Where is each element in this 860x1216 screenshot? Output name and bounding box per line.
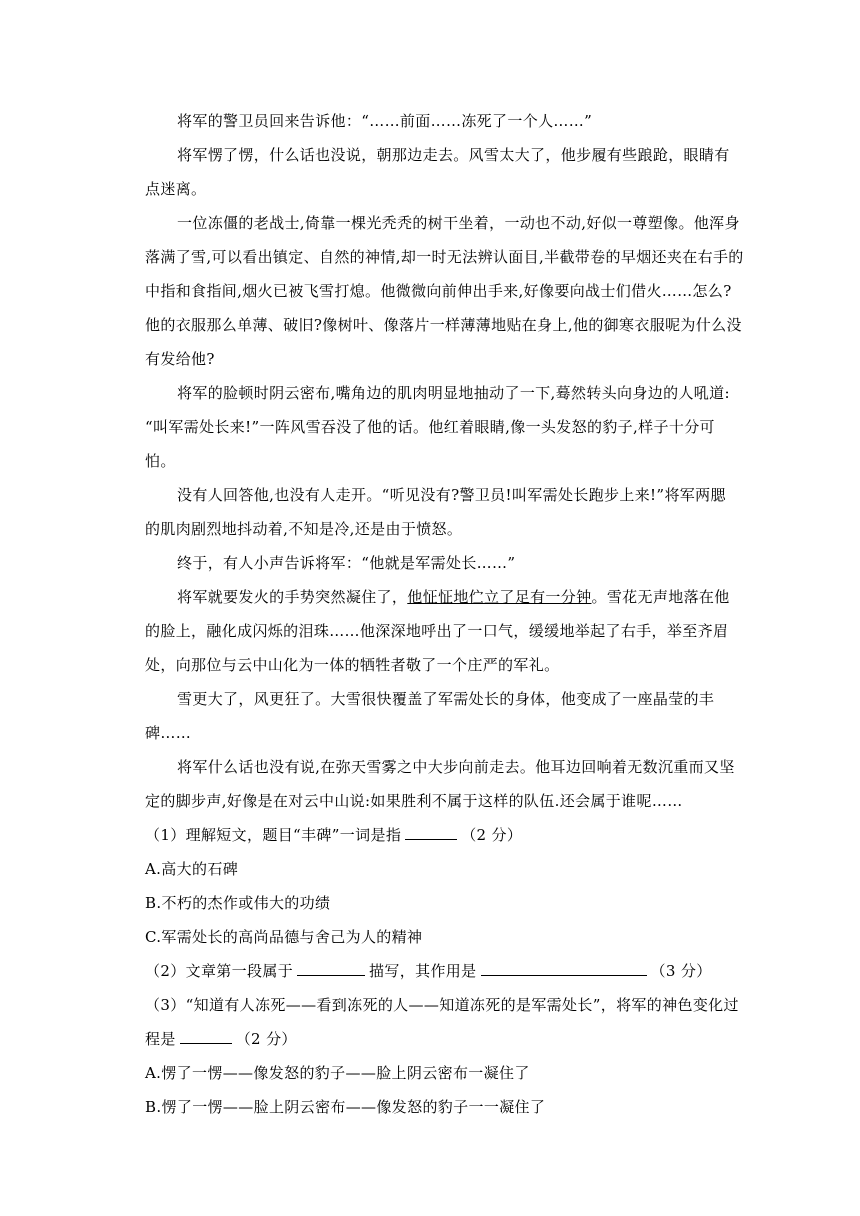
question-score: （2 分） bbox=[461, 826, 523, 844]
paragraph-line: 一位冻僵的老战士,倚靠一棵光秃秃的树干坐着，一动也不动,好似一尊塑像。他浑身 bbox=[177, 214, 740, 232]
paragraph-line: “叫军需处长来!”一阵风雪吞没了他的话。他红着眼睛,像一头发怒的豹子,样子十分可 bbox=[145, 418, 715, 436]
paragraph-line: 将军的脸顿时阴云密布,嘴角边的肌肉明显地抽动了一下,蓦然转头向身边的人吼道: bbox=[177, 384, 730, 402]
question-option: A.高大的石碑 bbox=[145, 860, 239, 878]
document-body bbox=[145, 104, 744, 1124]
paragraph-line: 将军愣了愣，什么话也没说，朝那边走去。风雪太大了，他步履有些踉跄，眼睛有 bbox=[177, 146, 730, 164]
text-segment: 将军就要发火的手势突然凝住了， bbox=[177, 588, 408, 606]
paragraph-line: 将军的警卫员回来告诉他：“……前面……冻死了一个人……” bbox=[177, 112, 593, 130]
paragraph-line: 怕。 bbox=[145, 452, 176, 470]
question-score: （3 分） bbox=[650, 962, 712, 980]
answer-blank[interactable] bbox=[180, 1029, 232, 1044]
question-prompt: 程是 bbox=[145, 1030, 176, 1048]
question-prompt: （1）理解短文，题目“丰碑”一词是指 bbox=[145, 826, 402, 844]
paragraph-line: 有发给他? bbox=[145, 350, 215, 368]
paragraph-line: 碑…… bbox=[145, 724, 192, 742]
paragraph-line bbox=[145, 580, 730, 614]
paragraph-line: 的脸上，融化成闪烁的泪珠……他深深地呼出了一口气，缓缓地举起了右手，举至齐眉 bbox=[145, 622, 729, 640]
question-prompt: （2）文章第一段属于 bbox=[145, 962, 294, 980]
paragraph-line: 中指和食指间,烟火已被飞雪打熄。他微微向前伸出手来,好像要向战士们借火……怎么? bbox=[145, 282, 732, 300]
paragraph-line: 处，向那位与云中山化为一体的牺牲者敬了一个庄严的军礼。 bbox=[145, 656, 560, 674]
question-3: （3）“知道有人冻死——看到冻死的人——知道冻死的是军需处长”，将军的神色变化过 bbox=[145, 996, 739, 1014]
paragraph-line: 的肌肉剧烈地抖动着,不知是冷,还是由于愤怒。 bbox=[145, 520, 463, 538]
question-option: C.军需处长的高尚品德与舍己为人的精神 bbox=[145, 928, 423, 946]
paragraph-line: 点迷离。 bbox=[145, 180, 207, 198]
question-score: （2 分） bbox=[235, 1030, 297, 1048]
paragraph-line: 他的衣服那么单薄、破旧?像树叶、像落片一样薄薄地贴在身上,他的御寒衣服呢为什么没 bbox=[145, 316, 742, 334]
question-2 bbox=[145, 954, 730, 988]
text-segment: 。雪花无声地落在他 bbox=[591, 588, 730, 606]
question-option: B.不朽的杰作或伟大的功绩 bbox=[145, 894, 331, 912]
answer-blank[interactable] bbox=[405, 825, 457, 840]
question-3-continued bbox=[145, 1022, 730, 1056]
paragraph-line: 终于，有人小声告诉将军：“他就是军需处长……” bbox=[177, 554, 516, 572]
paragraph-line: 定的脚步声,好像是在对云中山说:如果胜利不属于这样的队伍.还会属于谁呢…… bbox=[145, 792, 683, 810]
question-prompt-continued: 描写，其作用是 bbox=[369, 962, 477, 980]
question-option: A.愣了一愣——像发怒的豹子——脸上阴云密布一凝住了 bbox=[145, 1064, 530, 1082]
question-option: B.愣了一愣——脸上阴云密布——像发怒的豹子一一凝住了 bbox=[145, 1098, 546, 1116]
paragraph-line: 雪更大了，风更狂了。大雪很快覆盖了军需处长的身体，他变成了一座晶莹的丰 bbox=[177, 690, 715, 708]
question-1 bbox=[145, 818, 730, 852]
answer-blank[interactable] bbox=[297, 961, 365, 976]
paragraph-line: 将军什么话也没有说,在弥天雪雾之中大步向前走去。他耳边回响着无数沉重而又坚 bbox=[177, 758, 735, 776]
paragraph-line: 落满了雪,可以看出镇定、自然的神情,却一时无法辨认面目,半截带卷的早烟还夹在右手的 bbox=[145, 248, 744, 266]
answer-blank[interactable] bbox=[481, 961, 647, 976]
underlined-sentence: 他怔怔地伫立了足有一分钟 bbox=[407, 588, 592, 606]
paragraph-line: 没有人回答他,也没有人走开。“听见没有?警卫员!叫军需处长跑步上来!”将军两腮 bbox=[177, 486, 726, 504]
